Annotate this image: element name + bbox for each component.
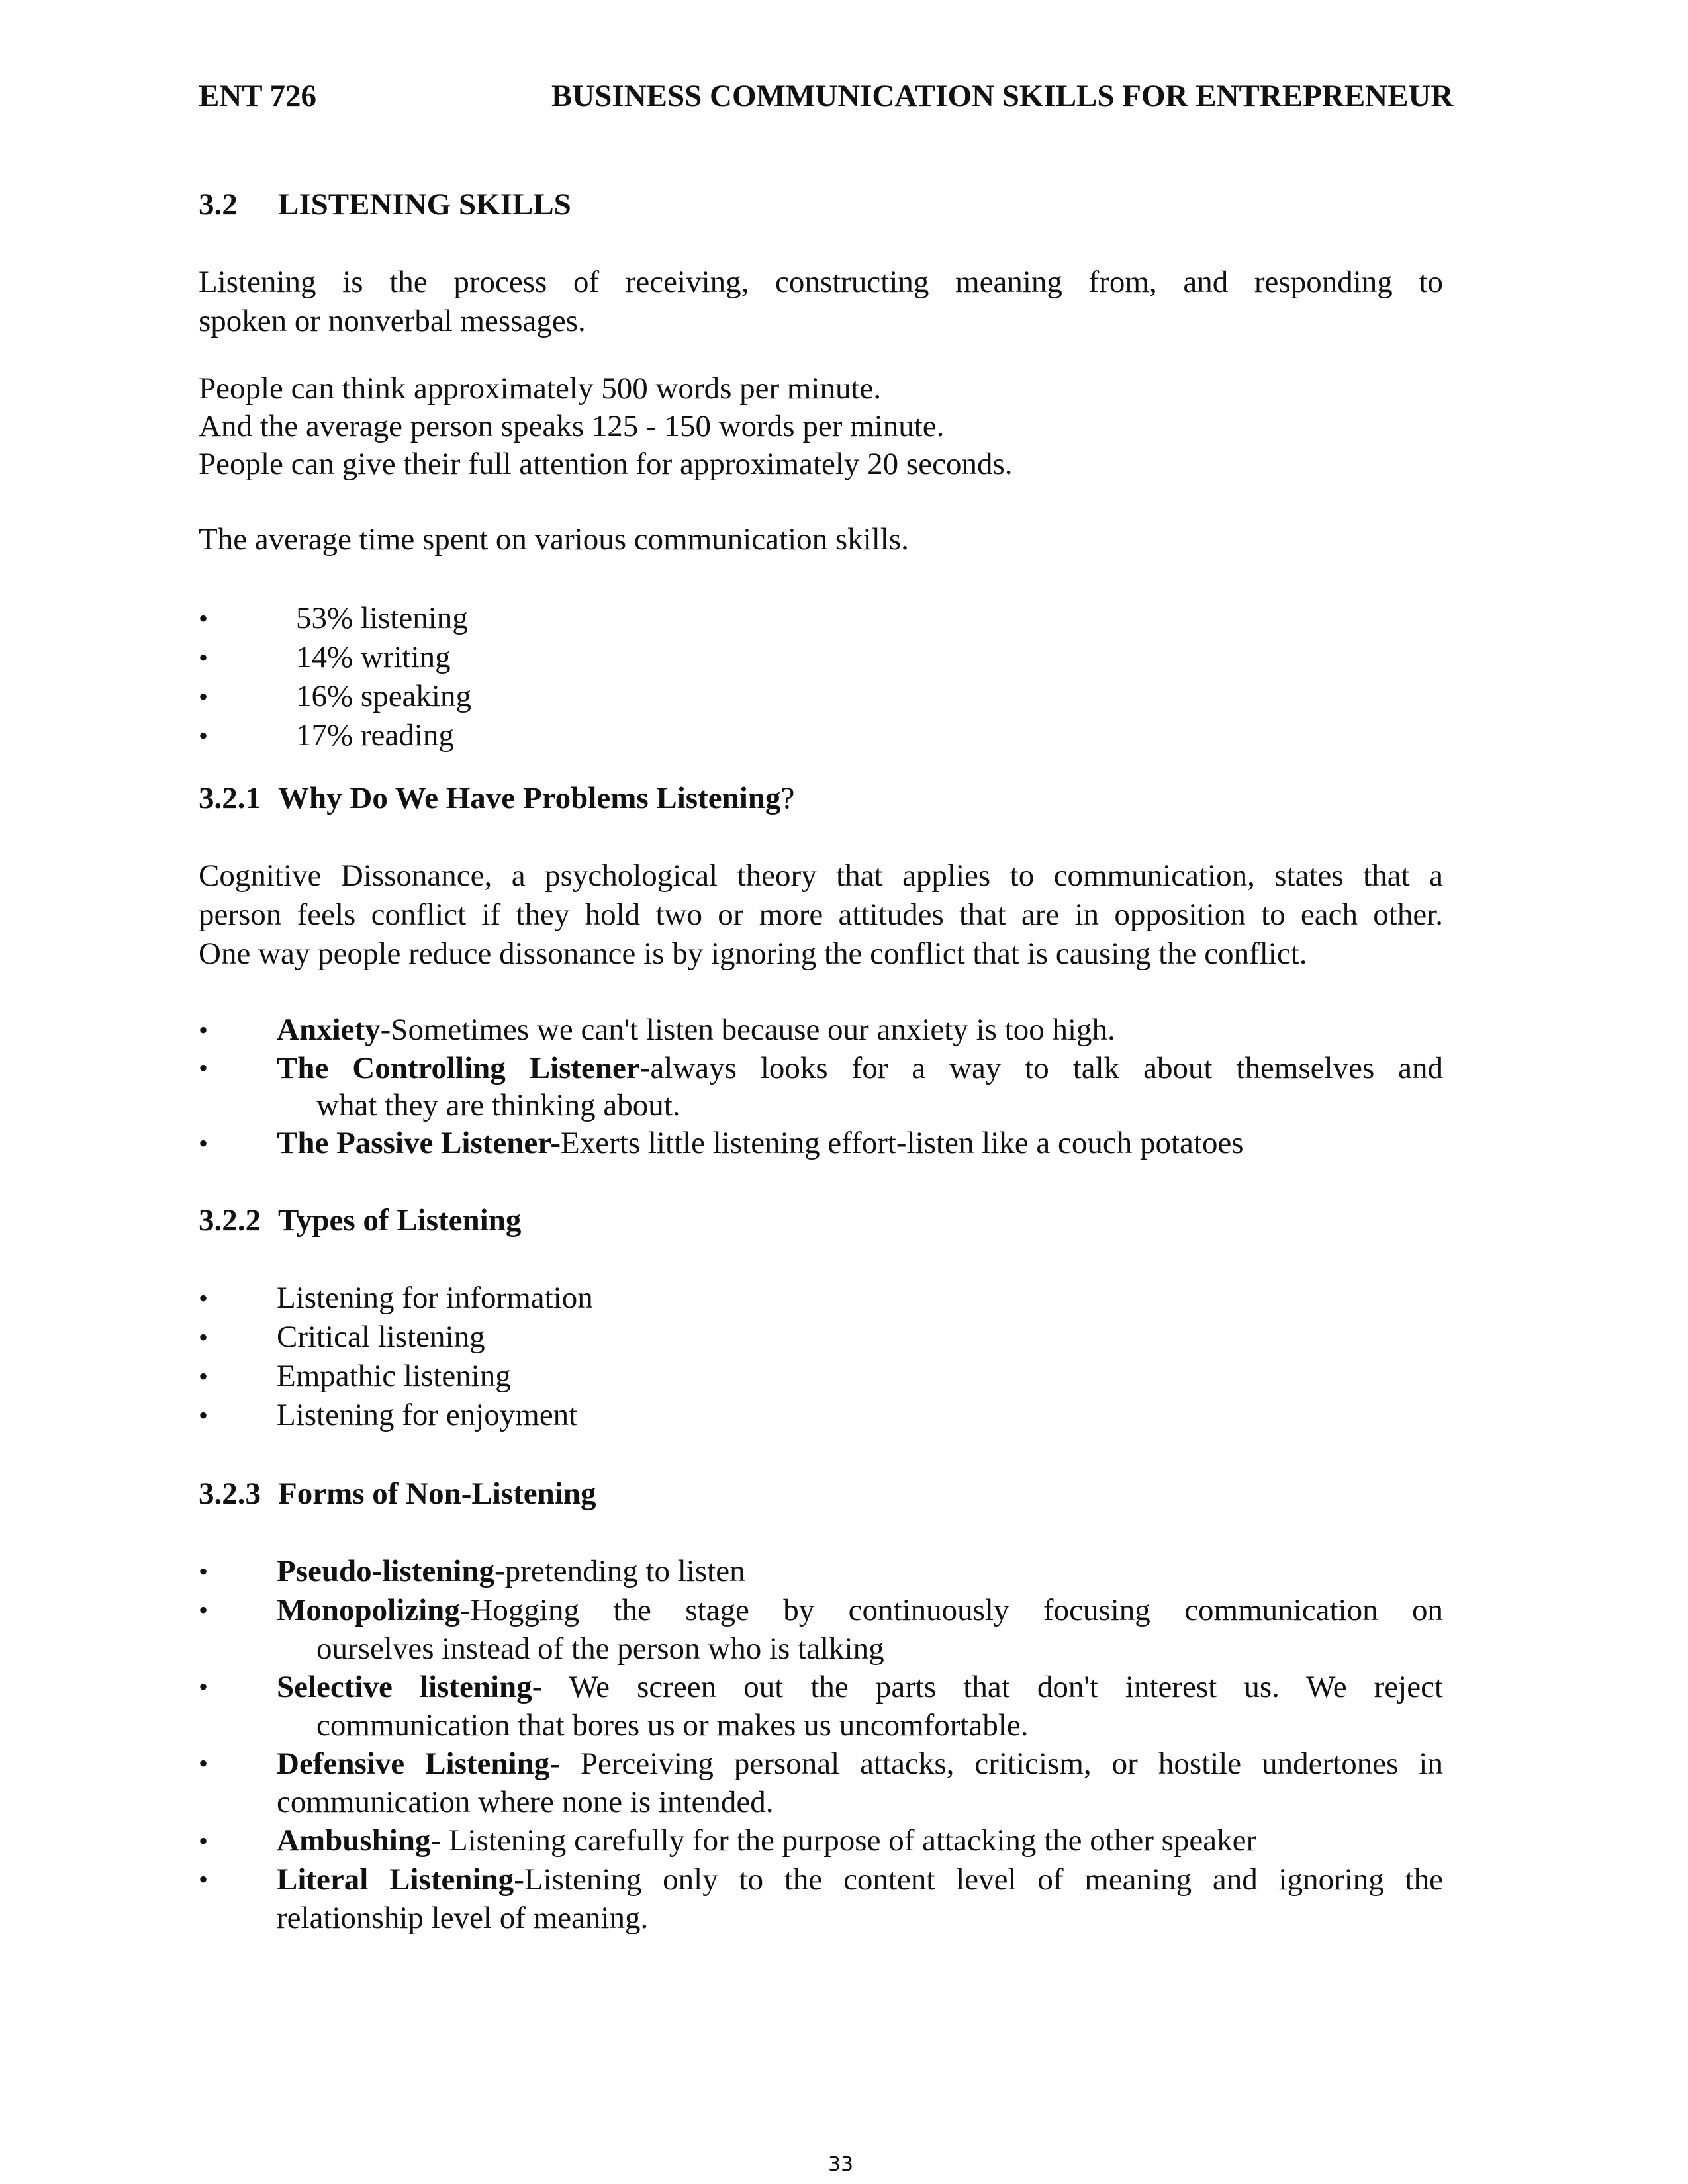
list-item: • Listening for enjoyment (199, 1396, 1443, 1435)
list-item: • 14% writing (199, 638, 1443, 677)
list-item: • 17% reading (199, 716, 1443, 755)
list-item: • Anxiety-Sometimes we can't listen because our anxiety is too high. (199, 1011, 1443, 1050)
bullet-icon: • (199, 1557, 209, 1586)
subsection-title: Forms of Non-Listening (278, 1477, 596, 1511)
list-item: • Defensive Listening- Perceiving personal attacks, criticism, or hostile undertones in communication where none is intended. (199, 1745, 1443, 1821)
list-item: • 16% speaking (199, 677, 1443, 716)
list-item: • 53% listening (199, 599, 1443, 638)
subsection-number: 3.2.3 (199, 1477, 261, 1511)
list-item: • Critical listening (199, 1318, 1443, 1357)
bullet-icon: • (199, 1826, 209, 1856)
listening-problems-list (199, 1011, 1443, 1163)
list-item: • Listening for information (199, 1279, 1443, 1318)
listening-types-list (199, 1279, 1443, 1435)
section-heading (199, 187, 1443, 223)
paragraph-line: One way people reduce dissonance is by ignoring the conflict that is causing the conflict. (199, 936, 1307, 971)
bullet-icon: • (199, 1015, 209, 1045)
subsection-heading (199, 780, 1443, 817)
paragraph-line: Cognitive Dissonance, a psychological theory that applies to communication, states that a (199, 858, 1443, 893)
time-list (199, 599, 1443, 755)
bullet-icon: • (199, 682, 209, 711)
subsection-heading (199, 1476, 1443, 1512)
bullet-icon: • (199, 1400, 209, 1430)
list-item: • The Passive Listener-Exerts little listening effort-listen like a couch potatoes (199, 1124, 1443, 1163)
bullet-icon: • (199, 1749, 209, 1778)
page-content (199, 187, 1443, 1937)
list-item: • The Controlling Listener-always looks for a way to talk about themselves and what they are thinking about. (199, 1051, 1443, 1122)
page-number: 33 (827, 2153, 854, 2176)
bullet-icon: • (199, 1595, 209, 1625)
bullet-icon: • (199, 1672, 209, 1702)
subsection-title: Why Do We Have Problems Listening (278, 781, 781, 815)
fact-line: People can think approximately 500 words per minute. (199, 371, 882, 406)
section-number: 3.2 (199, 187, 238, 222)
list-item: • Empathic listening (199, 1357, 1443, 1396)
paragraph-line: person feels conflict if they hold two or more attitudes that are in opposition to each other. (199, 897, 1443, 932)
header-course-code: ENT 726 (199, 79, 317, 113)
list-item: • Selective listening- We screen out the parts that don't interest us. We reject communication that bores us or makes us uncomfortable. (199, 1668, 1443, 1745)
definition-line-1: Listening is the process of receiving, constructing meaning from, and responding to (199, 265, 1443, 299)
header-course-title: BUSINESS COMMUNICATION SKILLS FOR ENTREPRENEUR (551, 79, 1454, 113)
bullet-icon: • (199, 1864, 209, 1894)
non-listening-list (199, 1552, 1443, 1937)
time-intro: The average time spent on various communication skills. (199, 522, 909, 557)
subsection-heading (199, 1203, 1443, 1239)
list-item: • Ambushing- Listening carefully for the purpose of attacking the other speaker (199, 1821, 1443, 1860)
definition-line-2: spoken or nonverbal messages. (199, 304, 586, 338)
bullet-icon: • (199, 604, 209, 633)
subsection-number: 3.2.2 (199, 1203, 261, 1238)
fact-line: People can give their full attention for approximately 20 seconds. (199, 447, 1013, 481)
fact-line: And the average person speaks 125 - 150 words per minute. (199, 409, 945, 443)
subsection-number: 3.2.1 (199, 781, 261, 815)
list-item: • Literal Listening-Listening only to the content level of meaning and ignoring the relationship level of meaning. (199, 1860, 1443, 1937)
bullet-icon: • (199, 1128, 209, 1158)
bullet-icon: • (199, 1283, 209, 1313)
section-title: LISTENING SKILLS (278, 187, 571, 222)
list-item: • Pseudo-listening-pretending to listen (199, 1552, 1443, 1591)
bullet-icon: • (199, 1361, 209, 1391)
list-item: • Monopolizing-Hogging the stage by continuously focusing communication on ourselves instead of the person who is talking (199, 1591, 1443, 1668)
bullet-icon: • (199, 1322, 209, 1352)
bullet-icon: • (199, 721, 209, 751)
subsection-title-suffix: ? (780, 781, 795, 815)
subsection-title: Types of Listening (278, 1203, 522, 1238)
bullet-icon: • (199, 1053, 209, 1083)
bullet-icon: • (199, 643, 209, 672)
